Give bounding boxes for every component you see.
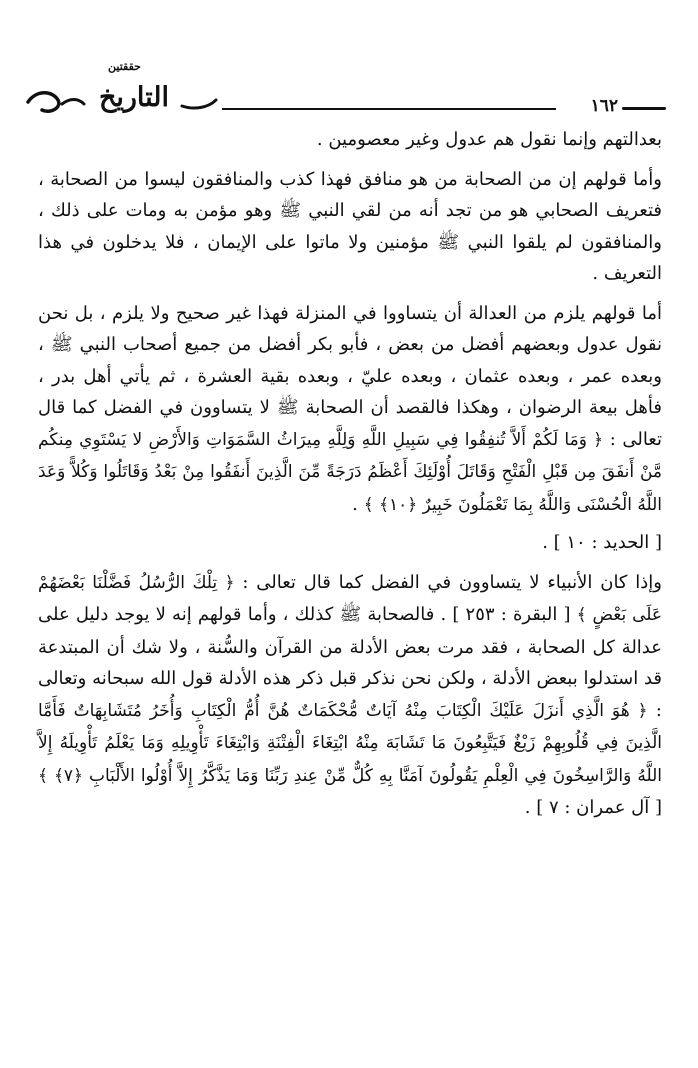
paragraph-3 — [38, 298, 662, 522]
book-title-calligraphy — [22, 72, 222, 118]
quran-verse-baqarah: ﴿ تِلْكَ الرُّسُلُ فَضَّلْنَا بَعْضَهُمْ عَلَى بَعْضٍ ﴾ — [38, 572, 663, 625]
page-number: ١٦٢ — [590, 96, 618, 116]
book-kicker: حققتين — [108, 60, 141, 73]
body-text — [38, 124, 662, 824]
paragraph-4 — [38, 567, 662, 824]
paragraph-3-end: . — [352, 493, 364, 515]
paragraph-3-text: أما قولهم يلزم من العدالة أن يتساووا في المنزلة فهذا غير صحيح ولا يلزم ، بل نحن نقول عدول وبعضهم أفضل من بعض ، فأبو بكر أفضل من جميع أصحاب النبي ﷺ ، وبعده عمر ، وبعده عثمان ، وبعده عليّ ، وبعده بقية العشرة ، ثم يأتي أهل بدر ، فأهل بيعة الرضوان ، وهكذا فالقصد أن الصحابة ﷺ لا يتساوون في الفضل كما قال تعالى : — [38, 302, 662, 450]
book-title-block — [22, 60, 222, 120]
header-ornament-dash — [622, 107, 666, 110]
header-rule — [222, 108, 556, 110]
quran-verse-hadid: ﴿ وَمَا لَكُمْ أَلاَّ تُنفِقُوا فِي سَبِيلِ اللَّهِ وَلِلَّهِ مِيرَاثُ السَّمَوَاتِ وَالأَرْضِ لا يَسْتَوِي مِنكُم مَّنْ أَنفَقَ مِن قَبْلِ الْفَتْحِ وَقَاتَلَ أُوْلَئِكَ أَعْظَمُ دَرَجَةً مِّنَ الَّذِينَ أَنفَقُوا مِنْ بَعْدُ وَقَاتَلُوا وَكُلاًّ وَعَدَ اللَّهُ الْحُسْنَى وَاللَّهُ بِمَا تَعْمَلُونَ خَبِيرٌ ﴿١٠﴾ ﴾ — [38, 429, 662, 515]
paragraph-1: بعدالتهم وإنما نقول هم عدول وغير معصومين . — [316, 129, 662, 150]
quran-verse-al-imran: ﴿ هُوَ الَّذِي أَنزَلَ عَلَيْكَ الْكِتَابَ مِنْهُ آيَاتٌ مُّحْكَمَاتٌ هُنَّ أُمُّ الْكِتَابِ وَأُخَرُ مُتَشَابِهَاتٌ فَأَمَّا الَّذِينَ فِي قُلُوبِهِمْ زَيْغٌ فَيَتَّبِعُونَ مَا تَشَابَهَ مِنْهُ ابْتِغَاءَ الْفِتْنَةِ وَابْتِغَاءَ تَأْوِيلِهِ وَمَا يَعْلَمُ تَأْوِيلَهُ إِلاَّ اللَّهُ وَالرَّاسِخُونَ فِي الْعِلْمِ يَقُولُونَ آمَنَّا بِهِ كُلٌّ مِّنْ عِندِ رَبِّنَا وَمَا يَذَّكَّرُ إِلاَّ أُوْلُوا الأَلْبَابِ ﴿٧﴾ ﴾ — [38, 700, 662, 786]
book-title: التاريخ — [98, 82, 170, 113]
paragraph-2: وأما قولهم إن من الصحابة من هو منافق فهذا كذب والمنافقون ليسوا من الصحابة ، فتعريف الصحابي هو من تجد أنه من لقي النبي ﷺ وهو مؤمن به ومات على ذلك ، والمنافقون لم يلقوا النبي ﷺ مؤمنين ولا ماتوا على الإيمان ، فلا يدخلون في هذا التعريف . — [38, 168, 662, 284]
page-header — [22, 60, 674, 120]
citation-al-imran: [ آل عمران : ٧ ] . — [524, 797, 662, 818]
paragraph-4-text: وإذا كان الأنبياء لا يتساوون في الفضل كما قال تعالى : — [242, 571, 662, 593]
paragraph-4-rest: [ البقرة : ٢٥٣ ] . فالصحابة ﷺ كذلك ، وأما قولهم إنه لا يوجد دليل على عدالة كل الصحابة ، فقد مرت بعض الأدلة من القرآن والسُّنة ، ولا شك أن المبتدعة قد استدلوا ببعض الأدلة ، ولكن نحن نذكر قبل ذكر هذه الأدلة قول الله سبحانه وتعالى : — [38, 604, 662, 721]
citation-hadid: [ الحديد : ١٠ ] . — [542, 532, 662, 553]
